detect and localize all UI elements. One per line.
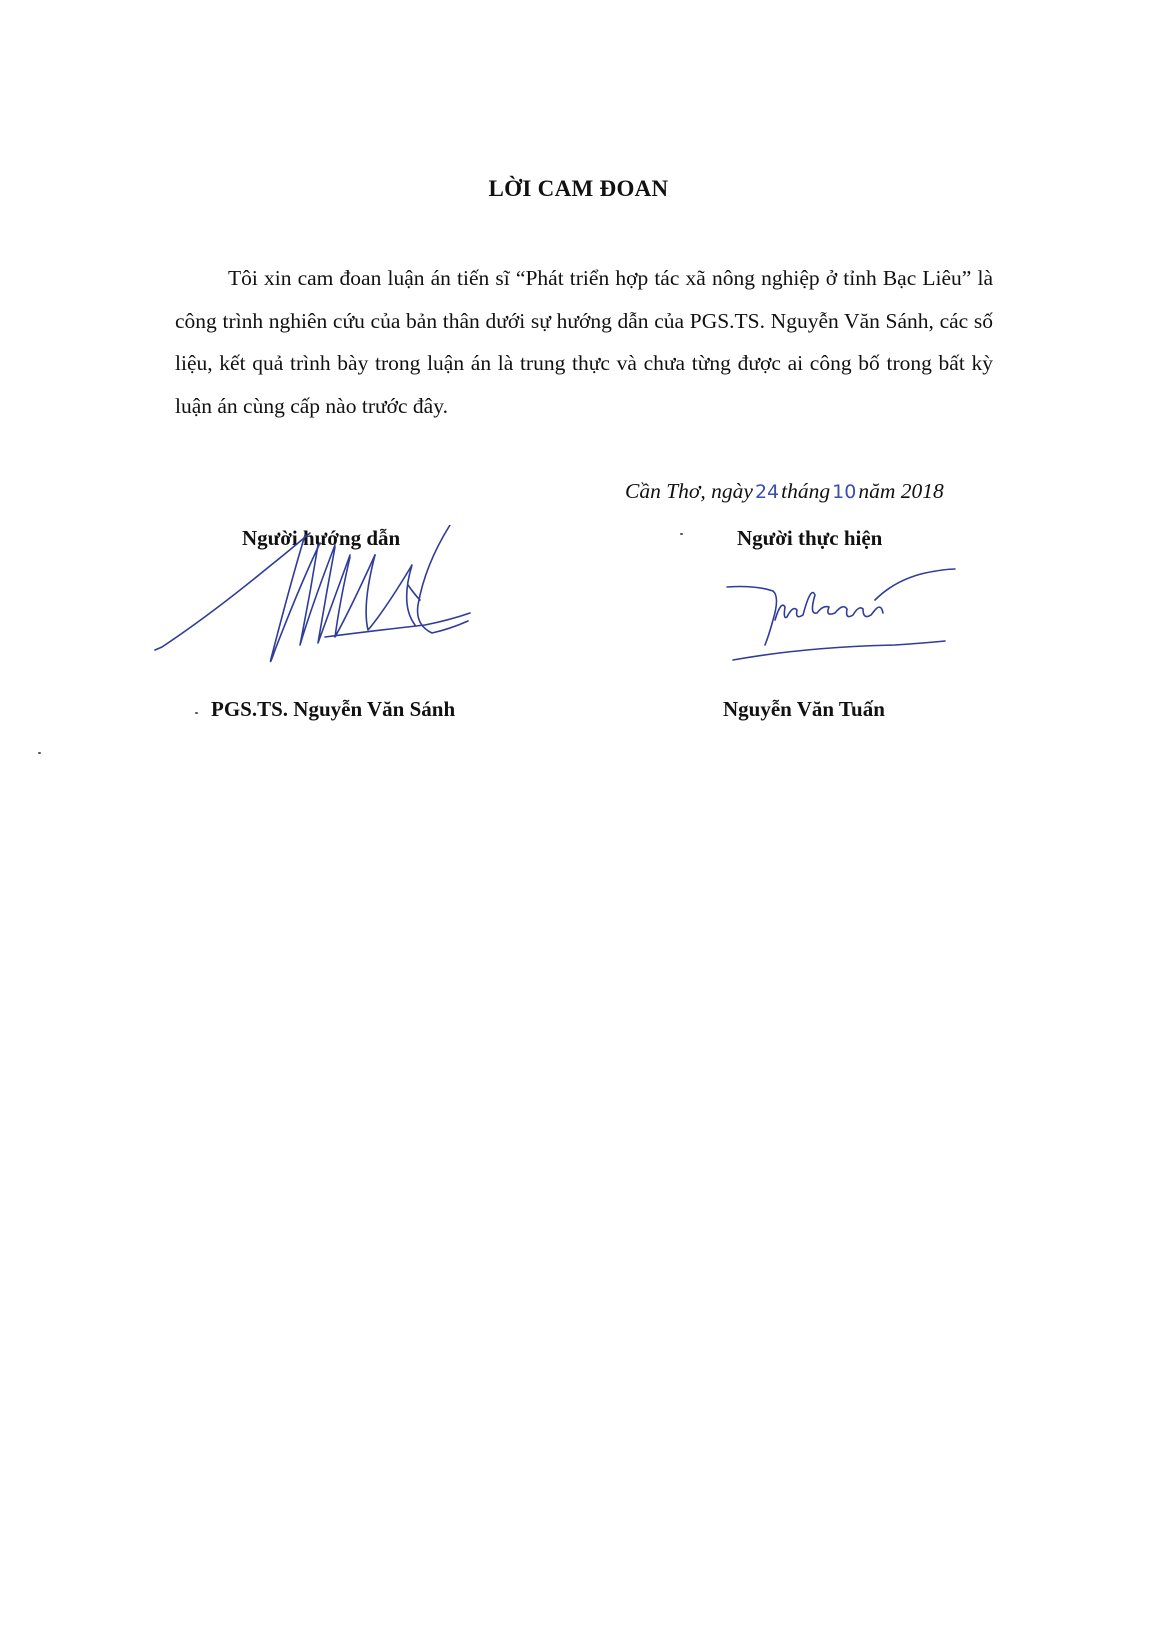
page-title: LỜI CAM ĐOAN xyxy=(488,176,669,201)
dateline-place: Cần Thơ, ngày xyxy=(625,479,753,503)
author-name: Nguyễn Văn Tuấn xyxy=(723,697,885,721)
dateline-month-label: tháng xyxy=(781,479,831,503)
scan-speck xyxy=(195,712,198,714)
scan-speck xyxy=(38,752,41,754)
dateline xyxy=(625,479,994,504)
advisor-signature xyxy=(150,525,510,685)
handwritten-day: 24 xyxy=(754,481,780,503)
advisor-role-label: Người hướng dẫn xyxy=(242,526,401,550)
dateline-year: năm 2018 xyxy=(858,479,944,503)
handwritten-month: 10 xyxy=(832,481,857,503)
advisor-name: PGS.TS. Nguyễn Văn Sánh xyxy=(211,697,456,721)
declaration-paragraph: Tôi xin cam đoan luận án tiến sĩ “Phát triển hợp tác xã nông nghiệp ở tỉnh Bạc Liêu” là công trình nghiên cứu của bản thân dưới sự hướng dẫn của PGS.TS. Nguyễn Văn Sánh, các số liệu, kết quả trình bày trong luận án là trung thực và chưa từng được ai công bố trong bất kỳ luận án cùng cấp nào trước đây. xyxy=(175,266,993,418)
author-signature xyxy=(725,565,975,680)
author-role-label: Người thực hiện xyxy=(737,526,883,550)
scan-speck xyxy=(680,533,683,535)
